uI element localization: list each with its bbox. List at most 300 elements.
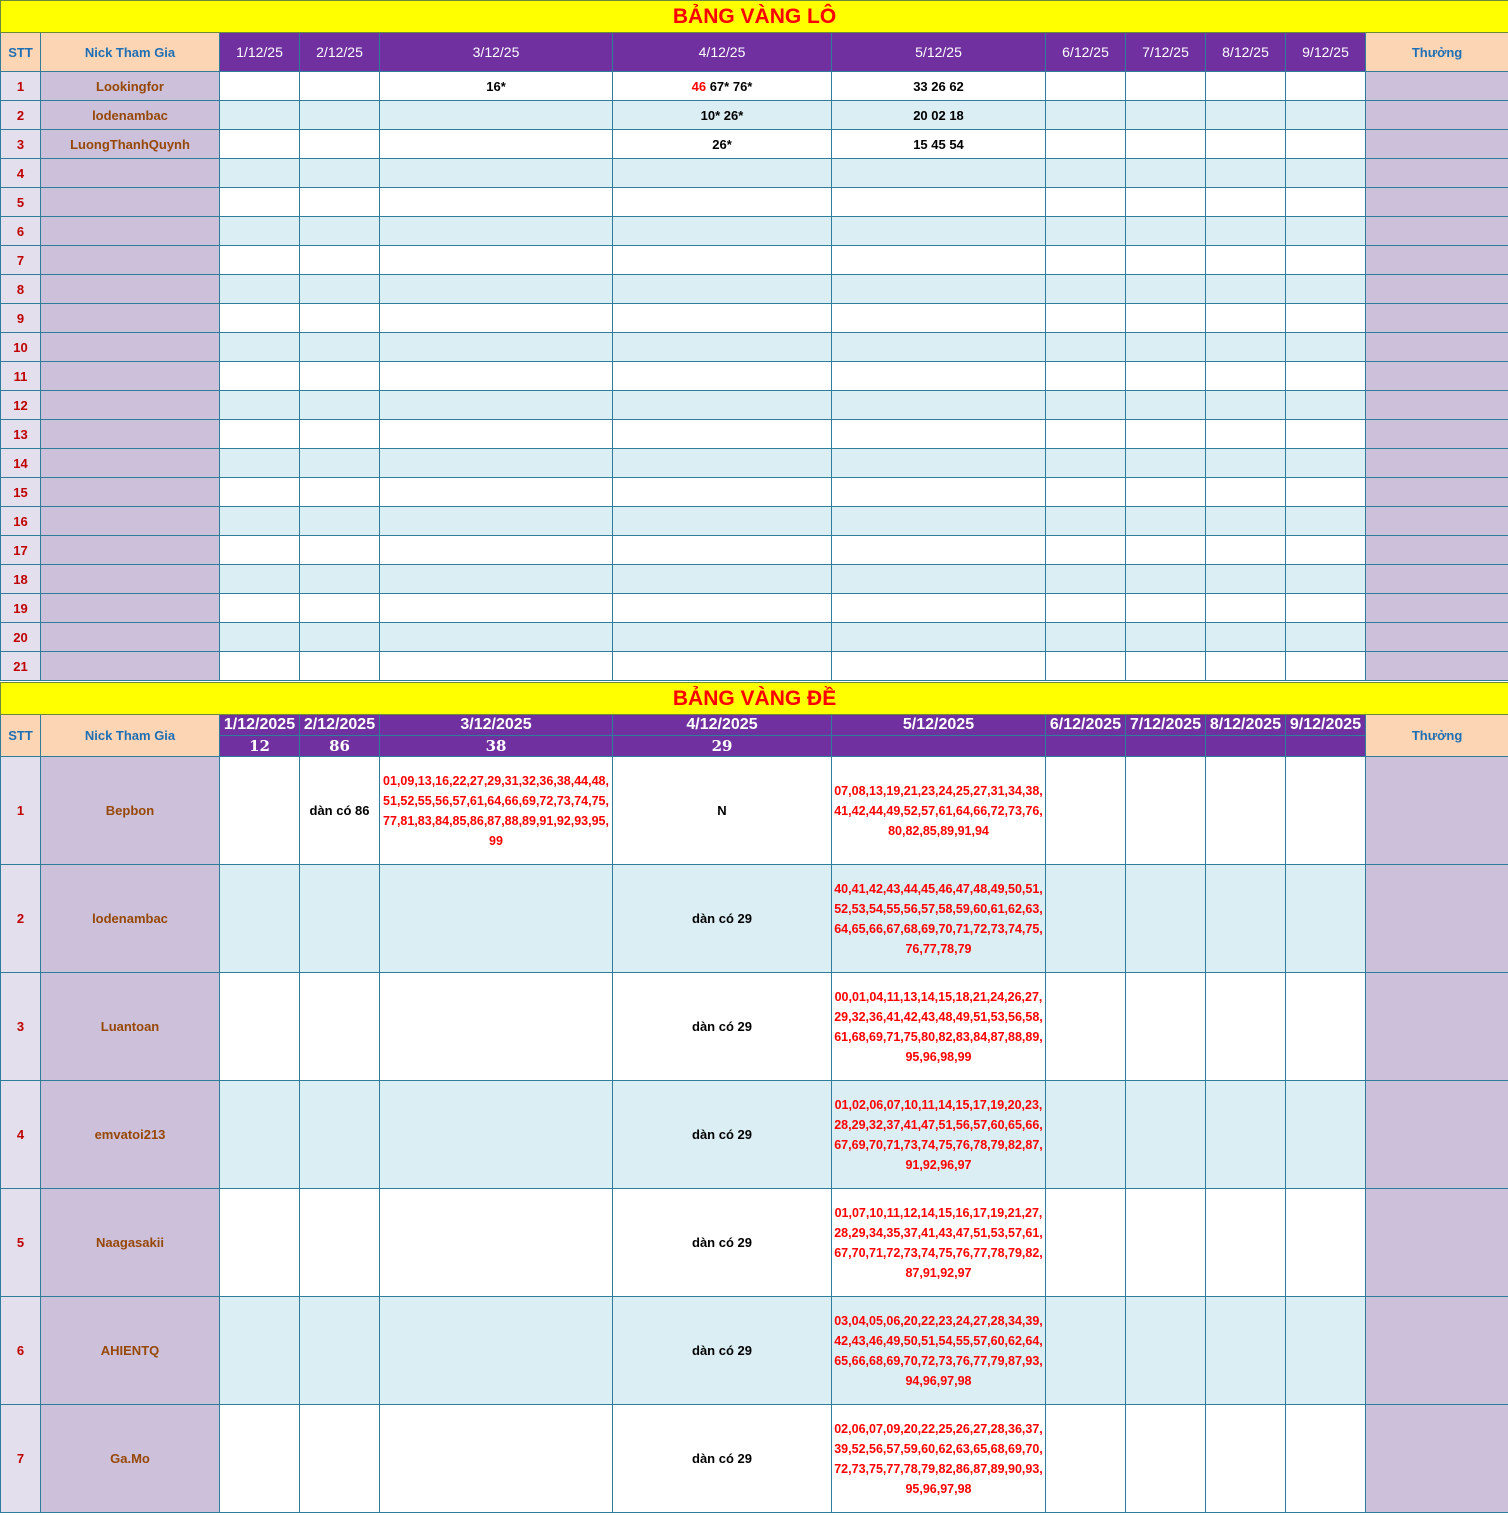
row-nick: emvatoi213 [41, 1081, 220, 1189]
row-cell-day-6 [1046, 1297, 1126, 1405]
row-stt: 20 [1, 623, 41, 652]
row-cell-day-5 [832, 304, 1046, 333]
row-nick [41, 652, 220, 681]
pick-red: 46 [691, 78, 707, 94]
row-cell-day-5: 00,01,04,11,13,14,15,18,21,24,26,27,29,32,36,41,42,43,48,49,51,53,56,58,61,68,69,71,75,80,82,83,84,87,88,89,95,96,98,99 [832, 973, 1046, 1081]
table-row [1, 865, 1508, 973]
row-cell-day-1 [220, 101, 300, 130]
row-cell-day-6 [1046, 420, 1126, 449]
row-stt: 14 [1, 449, 41, 478]
row-cell-day-3 [380, 275, 613, 304]
table-row [1, 623, 1508, 652]
row-nick [41, 536, 220, 565]
row-stt: 11 [1, 362, 41, 391]
row-cell-day-6 [1046, 391, 1126, 420]
row-stt: 4 [1, 159, 41, 188]
row-cell-day-3 [380, 362, 613, 391]
table-row [1, 130, 1508, 159]
row-cell-day-5 [832, 565, 1046, 594]
row-cell-day-4: N [613, 757, 832, 865]
row-cell-day-2 [300, 217, 380, 246]
row-cell-day-9 [1286, 865, 1366, 973]
row-cell-day-9 [1286, 565, 1366, 594]
row-thuong [1366, 130, 1508, 159]
row-cell-day-1 [220, 217, 300, 246]
row-cell-day-1 [220, 449, 300, 478]
table-row [1, 1081, 1508, 1189]
de-header-date: 7/12/2025 [1126, 715, 1206, 736]
row-cell-day-8 [1206, 757, 1286, 865]
row-nick [41, 217, 220, 246]
table-row [1, 594, 1508, 623]
row-cell-day-9 [1286, 362, 1366, 391]
table-row [1, 101, 1508, 130]
row-cell-day-1 [220, 478, 300, 507]
row-cell-day-5 [832, 623, 1046, 652]
de-result: 29 [613, 736, 832, 757]
row-cell-day-3 [380, 1189, 613, 1297]
de-result: 86 [300, 736, 380, 757]
row-cell-day-3 [380, 623, 613, 652]
row-cell-day-3 [380, 1297, 613, 1405]
row-nick [41, 594, 220, 623]
row-cell-day-1 [220, 1189, 300, 1297]
row-cell-day-2 [300, 101, 380, 130]
row-cell-day-2 [300, 275, 380, 304]
row-cell-day-4: dàn có 29 [613, 973, 832, 1081]
row-cell-day-8 [1206, 1405, 1286, 1513]
row-thuong [1366, 217, 1508, 246]
row-cell-day-9 [1286, 246, 1366, 275]
row-nick: lodenambac [41, 865, 220, 973]
row-cell-day-1 [220, 507, 300, 536]
row-cell-day-6 [1046, 478, 1126, 507]
de-header-nick: Nick Tham Gia [41, 715, 220, 757]
row-cell-day-2 [300, 246, 380, 275]
table-row [1, 1297, 1508, 1405]
row-cell-day-7 [1126, 1189, 1206, 1297]
row-cell-day-2 [300, 130, 380, 159]
row-cell-day-6 [1046, 652, 1126, 681]
row-cell-day-4 [613, 565, 832, 594]
row-cell-day-2 [300, 391, 380, 420]
row-cell-day-2 [300, 304, 380, 333]
row-thuong [1366, 72, 1508, 101]
de-header-date: 5/12/2025 [832, 715, 1046, 736]
row-cell-day-3 [380, 159, 613, 188]
row-cell-day-3 [380, 217, 613, 246]
row-cell-day-8 [1206, 101, 1286, 130]
row-cell-day-9 [1286, 507, 1366, 536]
row-stt: 2 [1, 101, 41, 130]
row-cell-day-4: dàn có 29 [613, 1081, 832, 1189]
row-cell-day-4: dàn có 29 [613, 865, 832, 973]
row-nick: Luantoan [41, 973, 220, 1081]
row-thuong [1366, 757, 1508, 865]
row-cell-day-8 [1206, 333, 1286, 362]
row-cell-day-8 [1206, 1189, 1286, 1297]
row-cell-day-9 [1286, 1081, 1366, 1189]
row-cell-day-8 [1206, 449, 1286, 478]
bang-vang-lo-table [0, 0, 1508, 681]
table-row [1, 420, 1508, 449]
row-thuong [1366, 536, 1508, 565]
row-cell-day-7 [1126, 420, 1206, 449]
row-cell-day-5 [832, 478, 1046, 507]
table-row [1, 1405, 1508, 1513]
row-cell-day-3 [380, 420, 613, 449]
row-stt: 1 [1, 757, 41, 865]
row-cell-day-9 [1286, 304, 1366, 333]
row-cell-day-9 [1286, 1405, 1366, 1513]
table-row [1, 652, 1508, 681]
row-cell-day-7 [1126, 275, 1206, 304]
row-stt: 2 [1, 865, 41, 973]
row-cell-day-9 [1286, 594, 1366, 623]
row-cell-day-5: 01,02,06,07,10,11,14,15,17,19,20,23,28,29,32,37,41,47,51,56,57,60,65,66,67,69,70,71,73,74,75,76,78,79,82,87,91,92,96,97 [832, 1081, 1046, 1189]
row-thuong [1366, 565, 1508, 594]
row-cell-day-5: 02,06,07,09,20,22,25,26,27,28,36,37,39,52,56,57,59,60,62,63,65,68,69,70,72,73,75,77,78,79,82,86,87,89,90,93,95,96,97,98 [832, 1405, 1046, 1513]
row-cell-day-8 [1206, 536, 1286, 565]
row-cell-day-2 [300, 594, 380, 623]
row-cell-day-4: dàn có 29 [613, 1405, 832, 1513]
row-cell-day-4 [613, 478, 832, 507]
de-header-date: 9/12/2025 [1286, 715, 1366, 736]
row-stt: 6 [1, 217, 41, 246]
row-nick: Bepbon [41, 757, 220, 865]
table-row [1, 507, 1508, 536]
table-row [1, 304, 1508, 333]
row-cell-day-3 [380, 130, 613, 159]
row-nick [41, 275, 220, 304]
row-stt: 7 [1, 246, 41, 275]
row-cell-day-6 [1046, 594, 1126, 623]
row-cell-day-9 [1286, 757, 1366, 865]
row-stt: 21 [1, 652, 41, 681]
row-cell-day-1 [220, 865, 300, 973]
row-cell-day-2 [300, 333, 380, 362]
row-cell-day-4 [613, 304, 832, 333]
row-cell-day-3 [380, 973, 613, 1081]
row-cell-day-8 [1206, 304, 1286, 333]
table-row [1, 362, 1508, 391]
row-thuong [1366, 159, 1508, 188]
row-stt: 5 [1, 1189, 41, 1297]
row-thuong [1366, 1189, 1508, 1297]
table-row [1, 159, 1508, 188]
row-cell-day-3 [380, 652, 613, 681]
row-cell-day-4 [613, 420, 832, 449]
row-cell-day-5 [832, 159, 1046, 188]
row-cell-day-4 [613, 101, 832, 130]
row-cell-day-9 [1286, 101, 1366, 130]
row-cell-day-4 [613, 188, 832, 217]
row-cell-day-4: dàn có 29 [613, 1297, 832, 1405]
row-cell-day-1 [220, 72, 300, 101]
row-cell-day-1 [220, 1081, 300, 1189]
row-cell-day-3 [380, 865, 613, 973]
row-cell-day-2: dàn có 86 [300, 757, 380, 865]
de-title: BẢNG VÀNG ĐỀ [1, 683, 1508, 715]
row-cell-day-6 [1046, 623, 1126, 652]
row-cell-day-3 [380, 536, 613, 565]
row-stt: 9 [1, 304, 41, 333]
row-cell-day-9 [1286, 623, 1366, 652]
row-cell-day-4 [613, 246, 832, 275]
row-stt: 3 [1, 130, 41, 159]
row-thuong [1366, 420, 1508, 449]
row-cell-day-8 [1206, 72, 1286, 101]
row-thuong [1366, 865, 1508, 973]
row-nick: Naagasakii [41, 1189, 220, 1297]
row-cell-day-1 [220, 565, 300, 594]
row-nick [41, 565, 220, 594]
row-cell-day-1 [220, 304, 300, 333]
lo-header-date: 8/12/25 [1206, 33, 1286, 72]
row-cell-day-4 [613, 449, 832, 478]
row-cell-day-6 [1046, 333, 1126, 362]
lo-header-date: 3/12/25 [380, 33, 613, 72]
row-cell-day-3 [380, 449, 613, 478]
row-cell-day-2 [300, 72, 380, 101]
row-cell-day-2 [300, 362, 380, 391]
row-cell-day-4 [613, 333, 832, 362]
row-cell-day-7 [1126, 246, 1206, 275]
row-cell-day-7 [1126, 652, 1206, 681]
row-nick: AHIENTQ [41, 1297, 220, 1405]
row-cell-day-7 [1126, 217, 1206, 246]
row-cell-day-6 [1046, 449, 1126, 478]
row-cell-day-7 [1126, 565, 1206, 594]
row-cell-day-4 [613, 623, 832, 652]
row-cell-day-1 [220, 652, 300, 681]
row-cell-day-9 [1286, 391, 1366, 420]
row-cell-day-5 [832, 594, 1046, 623]
pick-black: 10* 26* [700, 107, 744, 123]
row-cell-day-9 [1286, 536, 1366, 565]
row-cell-day-8 [1206, 594, 1286, 623]
de-header-date: 4/12/2025 [613, 715, 832, 736]
row-nick [41, 391, 220, 420]
row-cell-day-4 [613, 507, 832, 536]
row-cell-day-8 [1206, 188, 1286, 217]
row-cell-day-1 [220, 757, 300, 865]
row-cell-day-7 [1126, 333, 1206, 362]
de-result: 38 [380, 736, 613, 757]
row-cell-day-9 [1286, 478, 1366, 507]
row-thuong [1366, 623, 1508, 652]
row-cell-day-1 [220, 275, 300, 304]
row-cell-day-2 [300, 536, 380, 565]
de-result [1126, 736, 1206, 757]
table-row [1, 188, 1508, 217]
row-cell-day-1 [220, 159, 300, 188]
row-thuong [1366, 333, 1508, 362]
row-thuong [1366, 188, 1508, 217]
row-cell-day-1 [220, 1405, 300, 1513]
row-thuong [1366, 1081, 1508, 1189]
row-cell-day-3 [380, 1405, 613, 1513]
lo-header-date: 7/12/25 [1126, 33, 1206, 72]
row-cell-day-6 [1046, 865, 1126, 973]
row-thuong [1366, 507, 1508, 536]
row-cell-day-1 [220, 130, 300, 159]
lo-title: BẢNG VÀNG LÔ [1, 1, 1508, 33]
row-cell-day-4 [613, 217, 832, 246]
row-cell-day-6 [1046, 362, 1126, 391]
table-row [1, 536, 1508, 565]
row-cell-day-9 [1286, 188, 1366, 217]
row-cell-day-7 [1126, 101, 1206, 130]
row-stt: 13 [1, 420, 41, 449]
row-cell-day-3 [380, 246, 613, 275]
row-cell-day-6 [1046, 275, 1126, 304]
pick-black: 26* [712, 136, 732, 152]
row-cell-day-2 [300, 565, 380, 594]
row-cell-day-9 [1286, 1297, 1366, 1405]
row-cell-day-8 [1206, 652, 1286, 681]
row-cell-day-2 [300, 623, 380, 652]
row-stt: 17 [1, 536, 41, 565]
row-stt: 18 [1, 565, 41, 594]
row-stt: 3 [1, 973, 41, 1081]
row-nick: lodenambac [41, 101, 220, 130]
row-cell-day-2 [300, 159, 380, 188]
row-cell-day-5 [832, 333, 1046, 362]
row-cell-day-8 [1206, 623, 1286, 652]
lo-header-nick: Nick Tham Gia [41, 33, 220, 72]
row-cell-day-4 [613, 275, 832, 304]
row-nick [41, 449, 220, 478]
de-result: 12 [220, 736, 300, 757]
row-cell-day-8 [1206, 865, 1286, 973]
lo-header-date: 4/12/25 [613, 33, 832, 72]
de-result [1046, 736, 1126, 757]
table-row [1, 449, 1508, 478]
row-stt: 16 [1, 507, 41, 536]
row-cell-day-2 [300, 1189, 380, 1297]
row-cell-day-5 [832, 536, 1046, 565]
row-nick: Ga.Mo [41, 1405, 220, 1513]
row-stt: 5 [1, 188, 41, 217]
row-cell-day-7 [1126, 159, 1206, 188]
row-thuong [1366, 362, 1508, 391]
row-cell-day-2 [300, 1405, 380, 1513]
row-cell-day-3 [380, 507, 613, 536]
row-stt: 8 [1, 275, 41, 304]
row-cell-day-8 [1206, 275, 1286, 304]
row-cell-day-5 [832, 246, 1046, 275]
row-cell-day-4 [613, 391, 832, 420]
row-thuong [1366, 478, 1508, 507]
row-cell-day-7 [1126, 72, 1206, 101]
row-cell-day-2 [300, 449, 380, 478]
row-cell-day-6 [1046, 1189, 1126, 1297]
row-cell-day-8 [1206, 1297, 1286, 1405]
lo-header-date: 9/12/25 [1286, 33, 1366, 72]
row-cell-day-6 [1046, 973, 1126, 1081]
row-stt: 19 [1, 594, 41, 623]
row-cell-day-2 [300, 507, 380, 536]
row-cell-day-3 [380, 1081, 613, 1189]
row-cell-day-5 [832, 507, 1046, 536]
row-cell-day-5: 20 02 18 [832, 101, 1046, 130]
row-cell-day-6 [1046, 304, 1126, 333]
row-cell-day-7 [1126, 362, 1206, 391]
row-cell-day-1 [220, 188, 300, 217]
row-nick [41, 362, 220, 391]
row-nick [41, 478, 220, 507]
de-header-thuong: Thưởng [1366, 715, 1508, 757]
row-cell-day-4 [613, 594, 832, 623]
row-thuong [1366, 391, 1508, 420]
row-thuong [1366, 304, 1508, 333]
row-cell-day-3 [380, 101, 613, 130]
row-cell-day-2 [300, 865, 380, 973]
row-cell-day-5: 15 45 54 [832, 130, 1046, 159]
row-cell-day-5 [832, 449, 1046, 478]
row-cell-day-3 [380, 188, 613, 217]
row-cell-day-6 [1046, 72, 1126, 101]
lo-header-date: 1/12/25 [220, 33, 300, 72]
row-stt: 12 [1, 391, 41, 420]
row-thuong [1366, 1405, 1508, 1513]
row-cell-day-4 [613, 536, 832, 565]
lo-header-date: 2/12/25 [300, 33, 380, 72]
row-nick: Lookingfor [41, 72, 220, 101]
table-row [1, 757, 1508, 865]
row-cell-day-8 [1206, 1081, 1286, 1189]
row-cell-day-8 [1206, 130, 1286, 159]
row-cell-day-5: 07,08,13,19,21,23,24,25,27,31,34,38,41,42,44,49,52,57,61,64,66,72,73,76,80,82,85,89,91,94 [832, 757, 1046, 865]
row-cell-day-7 [1126, 973, 1206, 1081]
row-cell-day-1 [220, 391, 300, 420]
row-cell-day-5 [832, 188, 1046, 217]
row-cell-day-8 [1206, 973, 1286, 1081]
row-nick [41, 623, 220, 652]
table-row [1, 246, 1508, 275]
lo-header-date: 5/12/25 [832, 33, 1046, 72]
row-nick [41, 159, 220, 188]
row-cell-day-7 [1126, 1405, 1206, 1513]
row-cell-day-4 [613, 652, 832, 681]
row-cell-day-3 [380, 333, 613, 362]
row-cell-day-6 [1046, 101, 1126, 130]
lo-header-stt: STT [1, 33, 41, 72]
row-cell-day-9 [1286, 275, 1366, 304]
row-nick [41, 333, 220, 362]
row-cell-day-9 [1286, 420, 1366, 449]
row-cell-day-5 [832, 362, 1046, 391]
row-cell-day-3 [380, 565, 613, 594]
row-cell-day-7 [1126, 536, 1206, 565]
table-row [1, 1189, 1508, 1297]
row-cell-day-7 [1126, 478, 1206, 507]
de-header-date: 1/12/2025 [220, 715, 300, 736]
row-cell-day-6 [1046, 565, 1126, 594]
row-cell-day-6 [1046, 507, 1126, 536]
table-row [1, 72, 1508, 101]
row-cell-day-8 [1206, 246, 1286, 275]
row-cell-day-5 [832, 391, 1046, 420]
row-thuong [1366, 1297, 1508, 1405]
row-cell-day-8 [1206, 565, 1286, 594]
row-cell-day-9 [1286, 652, 1366, 681]
de-header-stt: STT [1, 715, 41, 757]
row-cell-day-7 [1126, 865, 1206, 973]
row-cell-day-2 [300, 188, 380, 217]
row-cell-day-6 [1046, 130, 1126, 159]
